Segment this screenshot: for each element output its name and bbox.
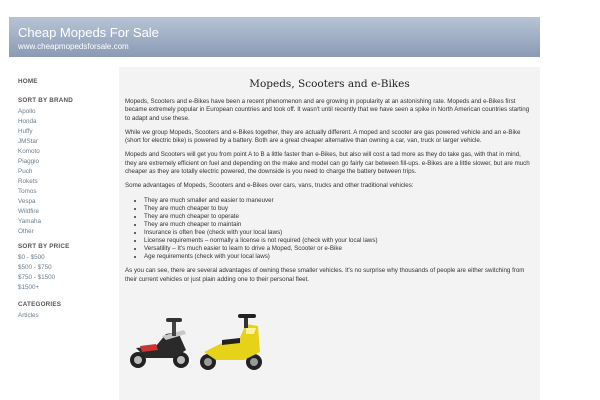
sidebar-item-tomos[interactable]: Tomos: [18, 188, 37, 195]
list-item: • They are much cheaper to buy: [144, 205, 533, 213]
sidebar-item-price-1500-plus[interactable]: $1500+: [18, 284, 40, 291]
list-item: • Versatility – It's much easier to learn to drive a Moped, Scooter or e-Bike: [144, 245, 533, 253]
article-body: [125, 98, 533, 290]
sidebar: [18, 77, 113, 321]
difference-paragraph: While we group Mopeds, Scooters and e-Bikes together, they are actually different. A moped and scooter are gas powered vehicle and an e-Bike (short for electric bike) is powered by a battery. Both are a great cheaper alternative than owning a car, van, truck or larger vehicle.: [125, 128, 521, 145]
sidebar-item-komoto[interactable]: Komoto: [18, 148, 40, 155]
advantages-intro: Some advantages of Mopeds, Scooters and e-Bikes over cars, vans, trucks and other traditional vehicles:: [125, 182, 414, 190]
intro-paragraph: Mopeds, Scooters and e-Bikes have been a recent phenomenon and are growing in popularity at an astonishing rate. Mopeds and e-Bikes first became extremely popular in European countries and took off. It wasn't until recently that we have seen a spike in North American countries starting to adapt and use these.: [125, 98, 530, 122]
brand-list: [18, 107, 113, 237]
categories-list: [18, 311, 113, 321]
sidebar-item-price-0-500[interactable]: $0 - $500: [18, 254, 45, 261]
sidebar-home-link[interactable]: HOME: [18, 78, 38, 85]
sidebar-item-other[interactable]: Other: [18, 228, 34, 235]
scooter-illustrations: [126, 312, 276, 372]
categories-heading: CATEGORIES: [18, 301, 62, 308]
sidebar-item-puch[interactable]: Puch: [18, 168, 33, 175]
sidebar-item-yamaha[interactable]: Yamaha: [18, 218, 41, 225]
sidebar-item-apollo[interactable]: Apollo: [18, 108, 36, 115]
sort-by-price-heading: SORT BY PRICE: [18, 243, 70, 250]
sidebar-item-piaggio[interactable]: Piaggio: [18, 158, 40, 165]
sidebar-item-price-500-750[interactable]: $500 - $750: [18, 264, 52, 271]
page-title: Mopeds, Scooters and e-Bikes: [249, 78, 410, 90]
speed-paragraph: Mopeds and Scooters will get you from point A to B a little faster than e-Bikes, but also will cost a tad more as they do take gas, with that in mind, they are extremely efficient on fuel and depending on the make and model can go fairly car between fill-ups. e-Bikes are a little slower, but are much cheaper as they are totally electric powered, the downside is you need to charge the battery between trips.: [125, 151, 530, 176]
sidebar-item-jmstar[interactable]: JMStar: [18, 138, 38, 145]
site-title[interactable]: Cheap Mopeds For Sale: [18, 25, 159, 40]
scooter-image-yellow: [200, 314, 262, 370]
list-item: • They are much cheaper to operate: [144, 213, 533, 221]
sidebar-item-price-750-1500[interactable]: $750 - $1500: [18, 274, 56, 281]
scooter-images: [126, 312, 276, 372]
sort-by-brand-heading: SORT BY BRAND: [18, 97, 73, 104]
list-item: • They are much smaller and easier to maneuver: [144, 197, 533, 205]
scooter-image-black: [130, 318, 189, 368]
list-item: • License requirements – normally a license is not required (check with your local laws): [144, 237, 533, 245]
conclusion-paragraph: As you can see, there are several advantages of owning these smaller vehicles. It's no surprise why thousands of people are either switching from their current vehicles or just plain adding one to their personal fleet.: [125, 267, 525, 283]
advantages-list: [125, 197, 533, 262]
sidebar-item-wildfire[interactable]: Wildfire: [18, 208, 39, 215]
main-content: [119, 67, 540, 400]
list-item: • Insurance is often free (check with your local laws): [144, 229, 533, 237]
price-list: [18, 253, 113, 293]
sidebar-item-honda[interactable]: Honda: [18, 118, 37, 125]
sidebar-item-rokets[interactable]: Rokets: [18, 178, 38, 185]
sidebar-item-articles[interactable]: Articles: [18, 312, 39, 319]
list-item: • Age requirements (check with your local laws): [144, 253, 533, 261]
sidebar-item-huffy[interactable]: Huffy: [18, 128, 33, 135]
sidebar-item-vespa[interactable]: Vespa: [18, 198, 36, 205]
site-url: www.cheapmopedsforsale.com: [18, 42, 129, 51]
site-header: [9, 17, 540, 57]
list-item: • They are much cheaper to maintain: [144, 221, 533, 229]
